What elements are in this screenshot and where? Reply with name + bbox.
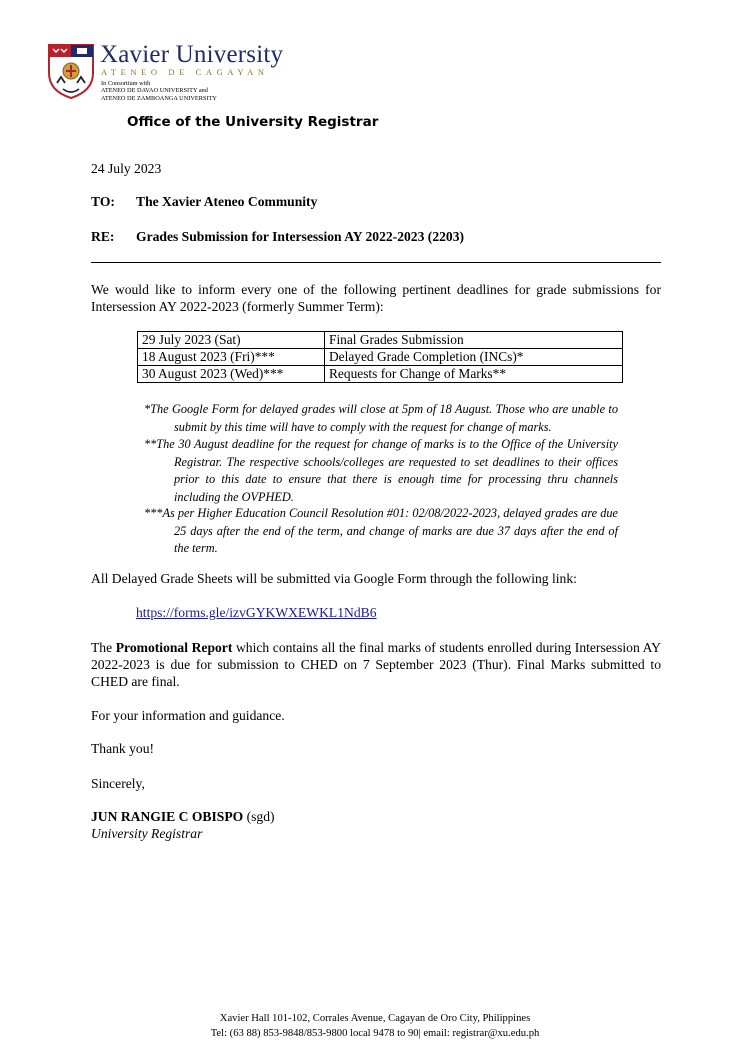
deadline-item: Final Grades Submission (325, 332, 623, 349)
footer-contact: Tel: (63 88) 853-9848/853-9800 local 9478 to 90| email: registrar@xu.edu.ph (210, 1028, 540, 1039)
deadline-date: 29 July 2023 (Sat) (138, 332, 325, 349)
promo-paragraph (91, 639, 661, 690)
info-line: For your information and guidance. (91, 708, 285, 723)
office-title: Office of the University Registrar (127, 114, 379, 130)
sgd-mark: (sgd) (243, 809, 275, 824)
intro-paragraph: We would like to inform every one of the following pertinent deadlines for grade submissions for Intersession AY 2022-2023 (formerly Summer Term): (91, 282, 661, 314)
table-row (138, 366, 623, 383)
consortium-line: ATENEO DE DAVAO UNIVERSITY and (101, 87, 208, 95)
deadline-date: 18 August 2023 (Fri)*** (138, 349, 325, 366)
sheets-paragraph: All Delayed Grade Sheets will be submitted via Google Form through the following link: (91, 571, 577, 586)
consortium-line: In Consortium with (101, 80, 151, 87)
table-row (138, 332, 623, 349)
signatory-title: University Registrar (91, 826, 203, 841)
consortium-line: ATENEO DE ZAMBOANGA UNIVERSITY (101, 94, 217, 102)
university-subtitle: ATENEO DE CAGAYAN (101, 67, 269, 77)
footnote: *The Google Form for delayed grades will close at 5pm of 18 August. Those who are unable to submit by this time will have to comply with the request for change of marks. (144, 402, 618, 434)
signatory-name (91, 809, 275, 825)
promo-bold: Promotional Report (115, 640, 233, 655)
footer (0, 1011, 750, 1041)
closing: Sincerely, (91, 776, 145, 791)
thanks-line: Thank you! (91, 741, 155, 756)
table-row (138, 349, 623, 366)
deadline-item: Delayed Grade Completion (INCs)* (325, 349, 623, 366)
signatory-name-text: JUN RANGIE C OBISPO (91, 809, 244, 824)
promo-text: The (91, 640, 116, 655)
deadlines-table (137, 331, 623, 383)
deadline-date: 30 August 2023 (Wed)*** (138, 366, 325, 383)
divider (91, 262, 661, 263)
to-label: TO: (91, 194, 115, 209)
university-name: Xavier University (100, 41, 284, 68)
memo-date: 24 July 2023 (91, 161, 162, 176)
footnote: **The 30 August deadline for the request for change of marks is to the Office of the University Registrar. The respective schools/colleges are requested to set deadlines to their offices prior to this date to ensure that there is enough time for processing thru channels including the OVPHED. (144, 437, 618, 504)
promo-text: which contains all the final marks of students enrolled during Intersession AY 2022-2023 is due for submission to CHED on 7 September 2023 (Thur). Final Marks submitted to CHED are final. (91, 640, 661, 689)
re-value: Grades Submission for Intersession AY 2022-2023 (2203) (136, 229, 465, 244)
consortium-note (101, 80, 217, 102)
re-label: RE: (91, 229, 115, 244)
xavier-crest-icon (47, 43, 95, 99)
deadline-item: Requests for Change of Marks** (325, 366, 623, 383)
footnote: ***As per Higher Education Council Resolution #01: 02/08/2022-2023, delayed grades are due 25 days after the end of the term, and change of marks are due 37 days after the end of the term. (144, 506, 618, 556)
footer-address: Xavier Hall 101-102, Corrales Avenue, Cagayan de Oro City, Philippines (219, 1013, 531, 1024)
to-value: The Xavier Ateneo Community (136, 194, 318, 209)
google-form-link[interactable]: https://forms.gle/izvGYKWXEWKL1NdB6 (136, 605, 377, 620)
